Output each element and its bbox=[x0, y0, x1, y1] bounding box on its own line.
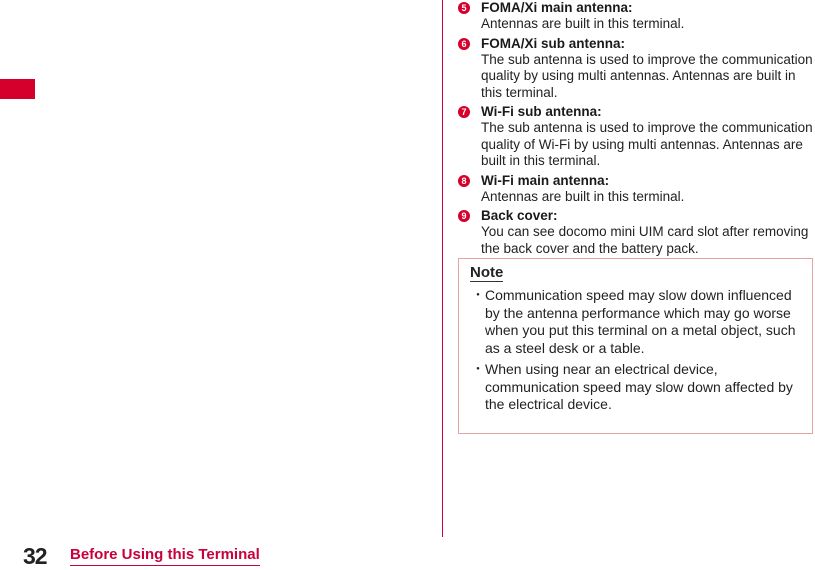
list-item bbox=[457, 0, 815, 33]
note-point-text: Communication speed may slow down influenced by the antenna performance which may go worse when you put this terminal on a metal object, such as a steel desk or a table. bbox=[485, 287, 796, 356]
item-number-badge: 8 bbox=[458, 175, 470, 187]
item-description: You can see docomo mini UIM card slot after removing the back cover and the battery pack. bbox=[481, 224, 809, 256]
note-list bbox=[459, 287, 811, 418]
list-item bbox=[457, 104, 815, 170]
section-title-link[interactable]: Before Using this Terminal bbox=[70, 546, 260, 566]
column-divider bbox=[442, 0, 443, 537]
note-point bbox=[459, 287, 811, 357]
item-description: Antennas are built in this terminal. bbox=[481, 16, 685, 31]
note-point bbox=[459, 361, 811, 414]
note-box bbox=[458, 258, 813, 434]
bullet-icon: ・ bbox=[471, 287, 485, 303]
note-title: Note bbox=[470, 264, 504, 281]
item-number-badge: 6 bbox=[458, 38, 470, 50]
item-title: Wi-Fi sub antenna: bbox=[481, 104, 602, 119]
list-item bbox=[457, 173, 815, 206]
list-item bbox=[457, 36, 815, 102]
note-point-text: When using near an electrical device, communication speed may slow down affected by the electrical device. bbox=[485, 361, 793, 412]
item-description: Antennas are built in this terminal. bbox=[481, 188, 685, 204]
item-number-badge: 9 bbox=[458, 210, 470, 222]
item-title: FOMA/Xi main antenna: bbox=[481, 0, 633, 15]
item-description: The sub antenna is used to improve the communication quality of Wi-Fi by using multi antennas. Antennas are built in this terminal. bbox=[481, 120, 813, 168]
item-title: Back cover: bbox=[481, 208, 558, 223]
item-description: The sub antenna is used to improve the communication quality by using multi antennas. Antennas are built in this terminal. bbox=[481, 51, 813, 100]
item-number-badge: 7 bbox=[458, 106, 470, 118]
item-title: FOMA/Xi sub antenna: bbox=[481, 35, 626, 51]
component-list bbox=[457, 0, 815, 260]
bullet-icon: ・ bbox=[471, 361, 485, 377]
section-tab-marker bbox=[0, 79, 35, 99]
page-number: 32 bbox=[23, 543, 47, 569]
item-number-badge: 5 bbox=[458, 2, 470, 14]
list-item bbox=[457, 208, 815, 257]
item-title: Wi-Fi main antenna: bbox=[481, 172, 610, 188]
